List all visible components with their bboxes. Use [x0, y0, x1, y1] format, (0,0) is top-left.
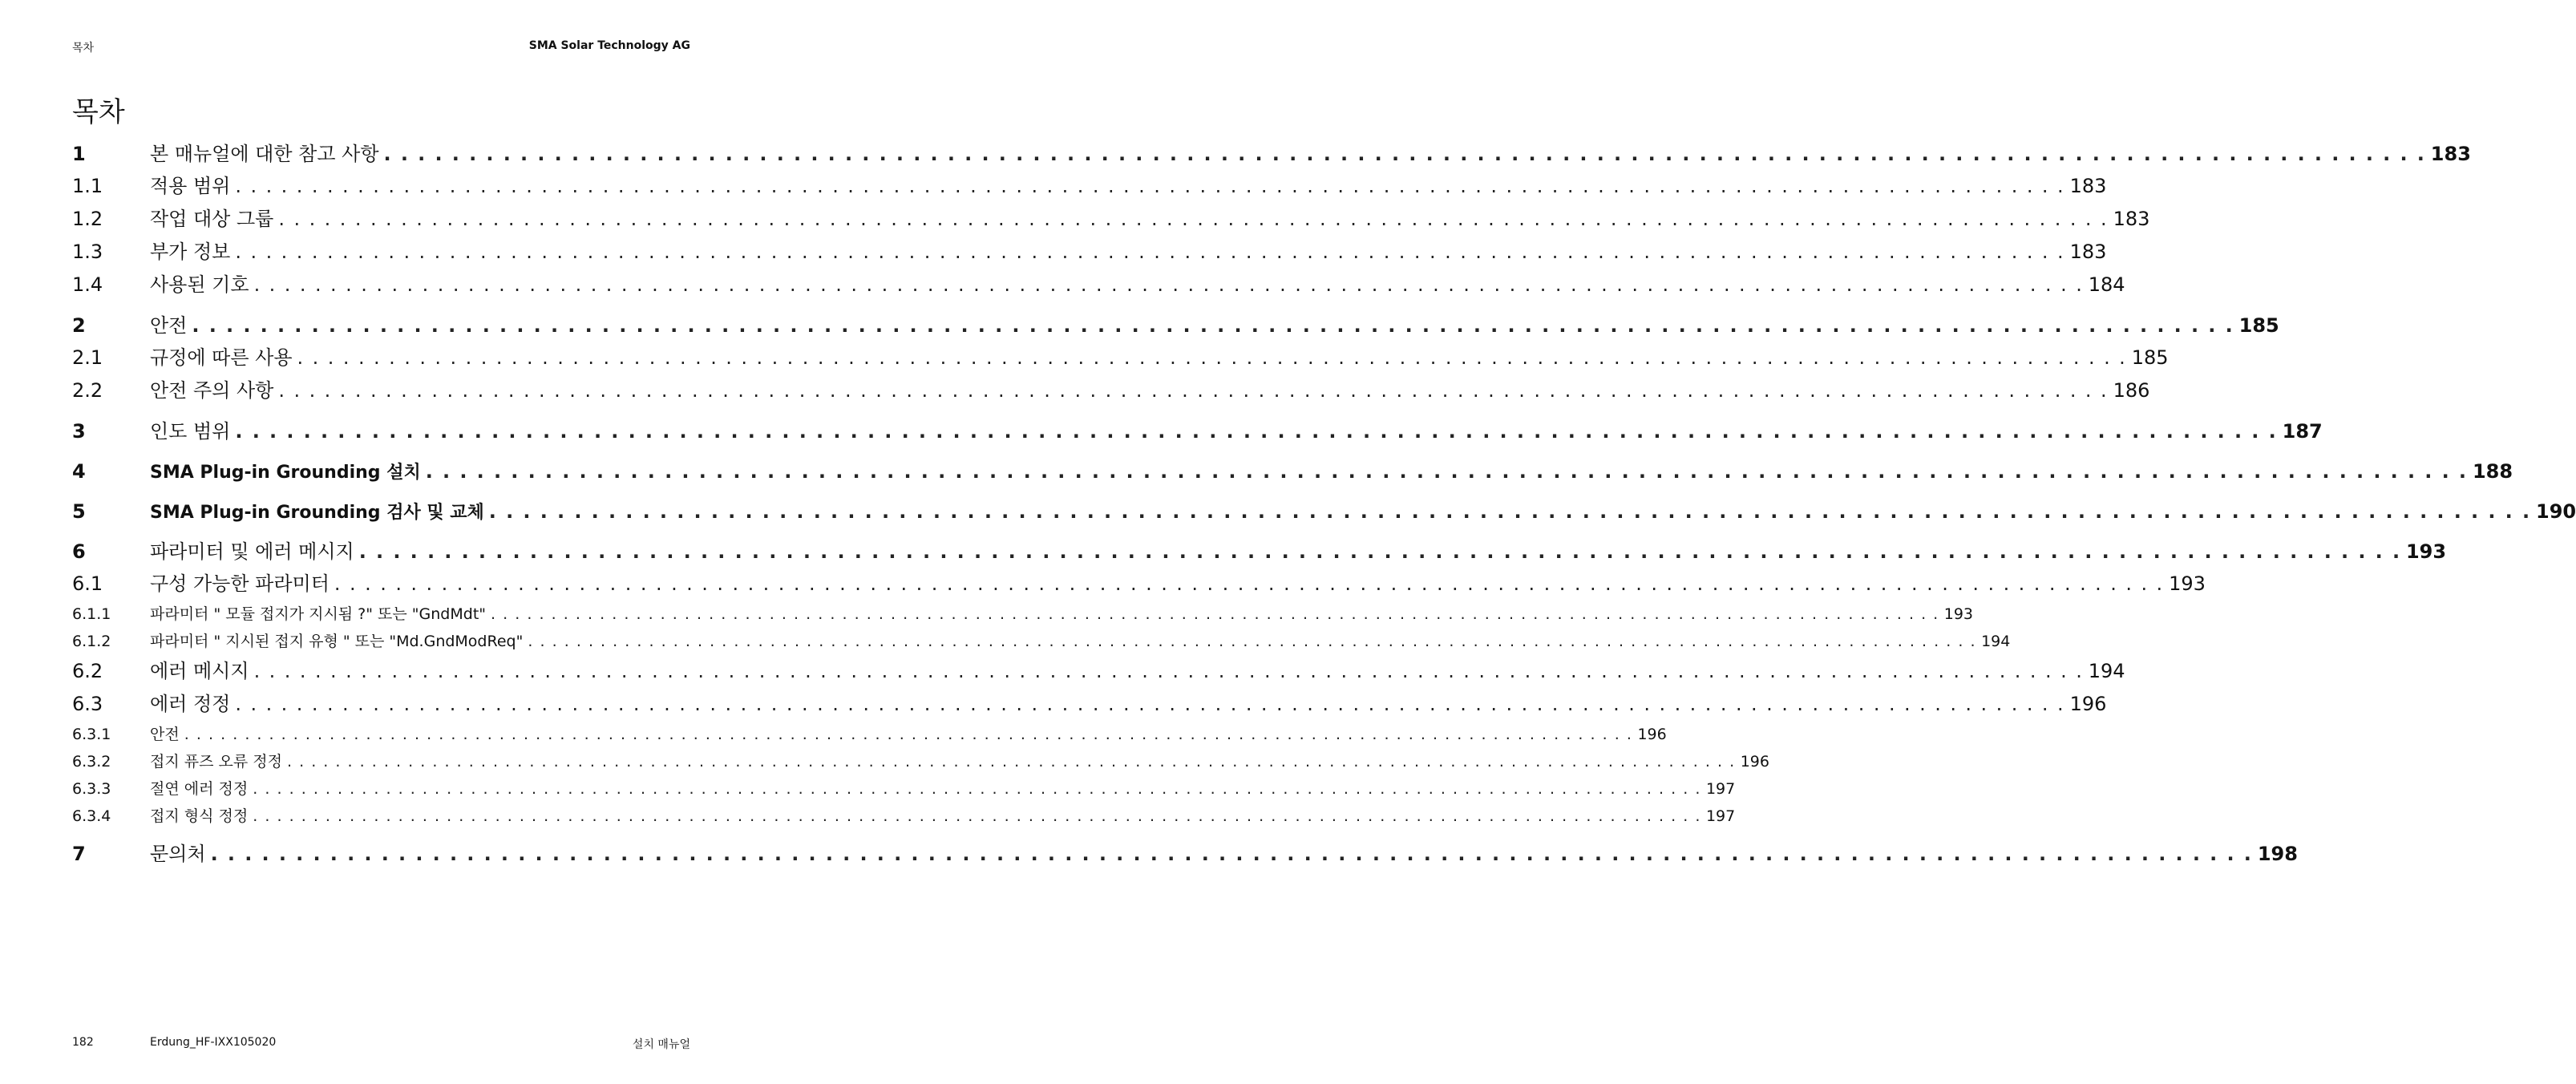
toc-entry-title: 안전 주의 사항 [150, 379, 274, 402]
toc-dot-leader: . . . . . . . . . . . . . . . . . . . . . . . . . . . . . . . . . . . . . . . . . . . . . . . . . . . . . . . . . . . . . . . . . . . . . . . . . . . . . . . . . . . . . . . . . . . . . . . . . . . . . . . . . . . . . . . . . . . . . . . . [383, 143, 2426, 165]
toc-entry-page: 186 [2113, 379, 2150, 402]
toc-entry-page: 183 [2069, 175, 2107, 197]
toc-entry[interactable] [72, 495, 2576, 528]
toc-entry-number: 3 [72, 420, 86, 443]
toc-entry-page: 196 [1740, 753, 1769, 771]
toc-entry-title: 파라미터 " 지시된 접지 유형 " 또는 "Md.GndModReq" [150, 633, 524, 650]
footer-doc-type: 설치 매뉴얼 [632, 1038, 690, 1051]
toc-entry-number: 6.2 [72, 660, 103, 682]
toc-entry-number: 6.3.4 [72, 807, 111, 825]
toc-dot-leader: . . . . . . . . . . . . . . . . . . . . . . . . . . . . . . . . . . . . . . . . . . . . . . . . . . . . . . . . . . . . . . . . . . . . . . . . . . . . . . . . . . . . . . . . . . . . . . . . . . . . . . . . . . . . . . . . . . . . . . . . [235, 693, 2065, 715]
toc-entry[interactable] [72, 748, 1769, 775]
toc-dot-leader: . . . . . . . . . . . . . . . . . . . . . . . . . . . . . . . . . . . . . . . . . . . . . . . . . . . . . . . . . . . . . . . . . . . . . . . . . . . . . . . . . . . . . . . . . . . . . . . . . . . . . . . . . . . . . . . . . . . . . . . . [425, 460, 2468, 483]
page-title: 목차 [72, 96, 125, 128]
toc-entry-title: 접지 형식 정정 [150, 807, 249, 825]
toc-dot-leader: . . . . . . . . . . . . . . . . . . . . . . . . . . . . . . . . . . . . . . . . . . . . . . . . . . . . . . . . . . . . . . . . . . . . . . . . . . . . . . . . . . . . . . . . . . . . . . . . . . . . . . . . . . . . . . . . . . . . . . . . [235, 241, 2065, 263]
toc-entry-title: 본 매뉴얼에 대한 참고 사항 [150, 143, 379, 165]
toc-entry-number: 7 [72, 843, 86, 865]
toc-entry-page: 198 [2257, 843, 2298, 865]
toc-dot-leader: . . . . . . . . . . . . . . . . . . . . . . . . . . . . . . . . . . . . . . . . . . . . . . . . . . . . . . . . . . . . . . . . . . . . . . . . . . . . . . . . . . . . . . . . . . . . . . . . . . . . . . . . . . . . . . . . . . . . . . . . [491, 605, 1939, 623]
toc-entry[interactable] [72, 628, 2011, 655]
toc-entry-number: 4 [72, 460, 86, 483]
header-company: SMA Solar Technology AG [528, 39, 690, 52]
toc-entry-title: 절연 에러 정정 [150, 780, 249, 798]
toc-entry[interactable] [72, 838, 2298, 870]
toc-entry[interactable] [72, 374, 2150, 407]
table-of-contents [72, 138, 2576, 870]
toc-entry-title: 구성 가능한 파라미터 [150, 572, 330, 595]
toc-entry-number: 6.1.1 [72, 605, 111, 623]
toc-entry-page: 196 [1637, 726, 1667, 743]
header-section: 목차 [72, 42, 95, 55]
toc-entry-number: 6.3.2 [72, 753, 111, 771]
toc-entry[interactable] [72, 269, 2125, 301]
toc-entry-title: 작업 대상 그룹 [150, 208, 274, 230]
toc-entry-number: 6 [72, 540, 86, 563]
toc-entry-page: 193 [2169, 572, 2206, 595]
toc-dot-leader: . . . . . . . . . . . . . . . . . . . . . . . . . . . . . . . . . . . . . . . . . . . . . . . . . . . . . . . . . . . . . . . . . . . . . . . . . . . . . . . . . . . . . . . . . . . . . . . . . . . . . . . . . . . . . . . . . . . . . . . . [253, 807, 1701, 825]
toc-dot-leader: . . . . . . . . . . . . . . . . . . . . . . . . . . . . . . . . . . . . . . . . . . . . . . . . . . . . . . . . . . . . . . . . . . . . . . . . . . . . . . . . . . . . . . . . . . . . . . . . . . . . . . . . . . . . . . . . . . . . . . . . [235, 175, 2065, 197]
toc-entry-page: 183 [2113, 208, 2150, 230]
toc-entry[interactable] [72, 170, 2107, 203]
toc-entry-page: 193 [2405, 540, 2447, 563]
toc-dot-leader: . . . . . . . . . . . . . . . . . . . . . . . . . . . . . . . . . . . . . . . . . . . . . . . . . . . . . . . . . . . . . . . . . . . . . . . . . . . . . . . . . . . . . . . . . . . . . . . . . . . . . . . . . . . . . . . . . . . . . . . . [358, 540, 2401, 563]
toc-entry-number: 1.1 [72, 175, 103, 197]
footer-page-number: 182 [72, 1036, 94, 1049]
toc-entry-page: 197 [1705, 807, 1736, 825]
toc-entry-title: 안전 [150, 726, 180, 743]
toc-entry[interactable] [72, 536, 2447, 568]
toc-dot-leader: . . . . . . . . . . . . . . . . . . . . . . . . . . . . . . . . . . . . . . . . . . . . . . . . . . . . . . . . . . . . . . . . . . . . . . . . . . . . . . . . . . . . . . . . . . . . . . . . . . . . . . . . . . . . . . . . . . . . . . . . [488, 500, 2532, 523]
toc-entry-page: 194 [2088, 660, 2125, 682]
toc-entry-title: 문의처 [150, 843, 206, 865]
toc-entry-number: 1.2 [72, 208, 103, 230]
toc-dot-leader: . . . . . . . . . . . . . . . . . . . . . . . . . . . . . . . . . . . . . . . . . . . . . . . . . . . . . . . . . . . . . . . . . . . . . . . . . . . . . . . . . . . . . . . . . . . . . . . . . . . . . . . . . . . . . . . . . . . . . . . . [253, 273, 2084, 296]
toc-entry[interactable] [72, 309, 2279, 342]
toc-entry[interactable] [72, 236, 2107, 269]
toc-entry[interactable] [72, 721, 1667, 748]
toc-entry-title: 적용 범위 [150, 175, 231, 197]
toc-entry-title: 파라미터 및 에러 메시지 [150, 540, 354, 563]
toc-dot-leader: . . . . . . . . . . . . . . . . . . . . . . . . . . . . . . . . . . . . . . . . . . . . . . . . . . . . . . . . . . . . . . . . . . . . . . . . . . . . . . . . . . . . . . . . . . . . . . . . . . . . . . . . . . . . . . . . . . . . . . . . [184, 726, 1633, 743]
toc-entry-number: 6.3.1 [72, 726, 111, 743]
toc-entry[interactable] [72, 455, 2513, 487]
footer-doc-id: Erdung_HF-IXX105020 [150, 1036, 277, 1049]
toc-entry[interactable] [72, 203, 2150, 236]
toc-dot-leader: . . . . . . . . . . . . . . . . . . . . . . . . . . . . . . . . . . . . . . . . . . . . . . . . . . . . . . . . . . . . . . . . . . . . . . . . . . . . . . . . . . . . . . . . . . . . . . . . . . . . . . . . . . . . . . . . . . . . . . . . [334, 572, 2165, 595]
toc-entry[interactable] [72, 655, 2125, 688]
toc-dot-leader: . . . . . . . . . . . . . . . . . . . . . . . . . . . . . . . . . . . . . . . . . . . . . . . . . . . . . . . . . . . . . . . . . . . . . . . . . . . . . . . . . . . . . . . . . . . . . . . . . . . . . . . . . . . . . . . . . . . . . . . . [253, 660, 2084, 682]
toc-entry-title: 파라미터 " 모듈 접지가 지시됨 ?" 또는 "GndMdt" [150, 605, 487, 623]
toc-entry-number: 2.1 [72, 346, 103, 369]
toc-entry-page: 194 [1981, 633, 2011, 650]
toc-entry-title: SMA Plug-in Grounding 검사 및 교체 [150, 503, 484, 523]
toc-entry-page: 185 [2131, 346, 2169, 369]
toc-dot-leader: . . . . . . . . . . . . . . . . . . . . . . . . . . . . . . . . . . . . . . . . . . . . . . . . . . . . . . . . . . . . . . . . . . . . . . . . . . . . . . . . . . . . . . . . . . . . . . . . . . . . . . . . . . . . . . . . . . . . . . . . [235, 420, 2278, 443]
toc-entry-number: 6.1.2 [72, 633, 111, 650]
toc-dot-leader: . . . . . . . . . . . . . . . . . . . . . . . . . . . . . . . . . . . . . . . . . . . . . . . . . . . . . . . . . . . . . . . . . . . . . . . . . . . . . . . . . . . . . . . . . . . . . . . . . . . . . . . . . . . . . . . . . . . . . . . . [297, 346, 2127, 369]
toc-entry-page: 188 [2472, 460, 2513, 483]
toc-entry-title: 부가 정보 [150, 241, 231, 263]
toc-entry-page: 183 [2069, 241, 2107, 263]
toc-entry-number: 6.3.3 [72, 780, 111, 798]
toc-entry[interactable] [72, 775, 1736, 803]
toc-entry-title: 규정에 따른 사용 [150, 346, 293, 369]
toc-entry-title: 인도 범위 [150, 420, 231, 443]
toc-entry-title: 에러 정정 [150, 693, 231, 715]
toc-entry-number: 5 [72, 500, 86, 523]
toc-entry-page: 183 [2430, 143, 2471, 165]
toc-entry-title: SMA Plug-in Grounding 설치 [150, 463, 421, 483]
toc-entry-number: 6.1 [72, 572, 103, 595]
toc-dot-leader: . . . . . . . . . . . . . . . . . . . . . . . . . . . . . . . . . . . . . . . . . . . . . . . . . . . . . . . . . . . . . . . . . . . . . . . . . . . . . . . . . . . . . . . . . . . . . . . . . . . . . . . . . . . . . . . . . . . . . . . . [286, 753, 1736, 771]
toc-entry-page: 197 [1705, 780, 1736, 798]
toc-entry-page: 185 [2238, 314, 2279, 337]
toc-dot-leader: . . . . . . . . . . . . . . . . . . . . . . . . . . . . . . . . . . . . . . . . . . . . . . . . . . . . . . . . . . . . . . . . . . . . . . . . . . . . . . . . . . . . . . . . . . . . . . . . . . . . . . . . . . . . . . . . . . . . . . . . [210, 843, 2253, 865]
toc-dot-leader: . . . . . . . . . . . . . . . . . . . . . . . . . . . . . . . . . . . . . . . . . . . . . . . . . . . . . . . . . . . . . . . . . . . . . . . . . . . . . . . . . . . . . . . . . . . . . . . . . . . . . . . . . . . . . . . . . . . . . . . . [528, 633, 1977, 650]
toc-entry[interactable] [72, 342, 2169, 374]
toc-entry-page: 184 [2088, 273, 2125, 296]
toc-dot-leader: . . . . . . . . . . . . . . . . . . . . . . . . . . . . . . . . . . . . . . . . . . . . . . . . . . . . . . . . . . . . . . . . . . . . . . . . . . . . . . . . . . . . . . . . . . . . . . . . . . . . . . . . . . . . . . . . . . . . . . . . [278, 208, 2109, 230]
toc-entry-number: 2.2 [72, 379, 103, 402]
toc-entry-title: 접지 퓨즈 오류 정정 [150, 753, 282, 771]
toc-dot-leader: . . . . . . . . . . . . . . . . . . . . . . . . . . . . . . . . . . . . . . . . . . . . . . . . . . . . . . . . . . . . . . . . . . . . . . . . . . . . . . . . . . . . . . . . . . . . . . . . . . . . . . . . . . . . . . . . . . . . . . . . [278, 379, 2109, 402]
toc-entry-number: 1.4 [72, 273, 103, 296]
toc-entry[interactable] [72, 601, 1974, 628]
toc-entry-title: 안전 [150, 314, 188, 337]
toc-entry-title: 에러 메시지 [150, 660, 249, 682]
toc-entry[interactable] [72, 138, 2471, 170]
toc-entry-number: 1.3 [72, 241, 103, 263]
toc-entry[interactable] [72, 688, 2107, 721]
toc-entry-page: 196 [2069, 693, 2107, 715]
toc-entry-page: 193 [1943, 605, 1974, 623]
toc-entry-title: 사용된 기호 [150, 273, 249, 296]
toc-dot-leader: . . . . . . . . . . . . . . . . . . . . . . . . . . . . . . . . . . . . . . . . . . . . . . . . . . . . . . . . . . . . . . . . . . . . . . . . . . . . . . . . . . . . . . . . . . . . . . . . . . . . . . . . . . . . . . . . . . . . . . . . [192, 314, 2234, 337]
toc-entry-number: 1 [72, 143, 86, 165]
toc-entry-page: 190 [2536, 500, 2576, 523]
toc-dot-leader: . . . . . . . . . . . . . . . . . . . . . . . . . . . . . . . . . . . . . . . . . . . . . . . . . . . . . . . . . . . . . . . . . . . . . . . . . . . . . . . . . . . . . . . . . . . . . . . . . . . . . . . . . . . . . . . . . . . . . . . . [253, 780, 1701, 798]
toc-entry[interactable] [72, 415, 2323, 447]
toc-entry[interactable] [72, 803, 1736, 830]
toc-entry-number: 6.3 [72, 693, 103, 715]
toc-entry-page: 187 [2282, 420, 2323, 443]
toc-entry[interactable] [72, 568, 2206, 601]
toc-entry-number: 2 [72, 314, 86, 337]
